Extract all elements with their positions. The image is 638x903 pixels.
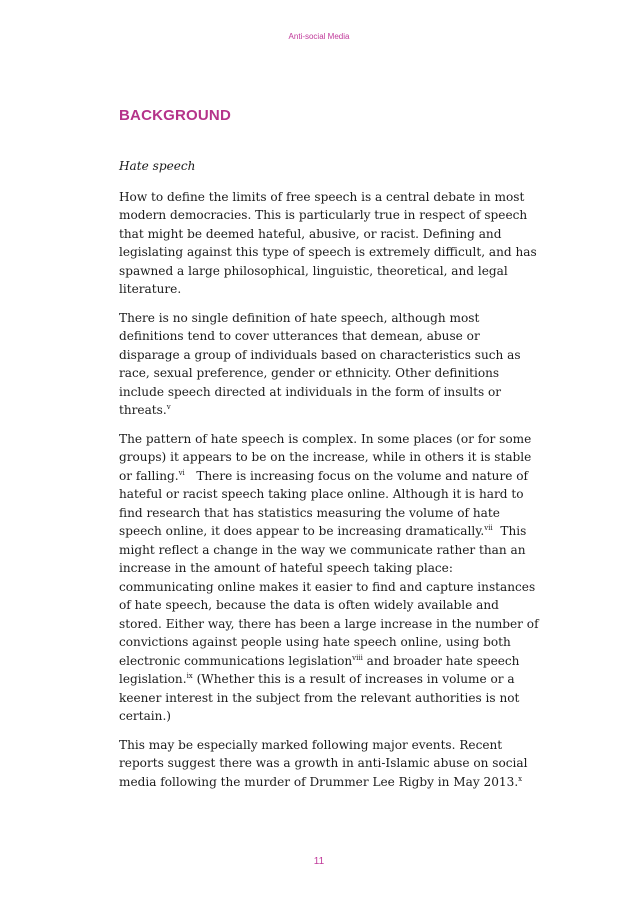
text-line bbox=[119, 467, 529, 486]
text-fragment: electronic communications legislation bbox=[119, 653, 353, 668]
text-line: might reflect a change in the way we communicate rather than an bbox=[119, 542, 526, 557]
text-fragment: There is increasing focus on the volume and nature of bbox=[184, 468, 529, 483]
text-fragment: This bbox=[492, 524, 527, 538]
text-fragment: (Whether this is a result of increases in volume or a bbox=[192, 672, 515, 686]
text-line bbox=[119, 522, 527, 541]
running-header: Anti-social Media bbox=[288, 32, 350, 41]
text-line: include speech directed at individuals in the form of insults or bbox=[119, 384, 502, 399]
text-fragment: legislation. bbox=[119, 672, 187, 686]
text-fragment: and broader hate speech bbox=[362, 653, 520, 668]
text-line: literature. bbox=[119, 282, 182, 296]
text-fragment: speech online, it does appear to be increasing dramatically. bbox=[119, 524, 485, 538]
text-line: communicating online makes it easier to find and capture instances bbox=[119, 579, 536, 594]
text-line: certain.) bbox=[119, 709, 172, 723]
endnote-marker: v bbox=[166, 403, 171, 411]
endnote-marker: vii bbox=[484, 524, 493, 532]
endnote-marker: ix bbox=[186, 672, 193, 680]
text-fragment: threats. bbox=[119, 403, 167, 417]
text-line: keener interest in the subject from the relevant authorities is not bbox=[119, 690, 520, 705]
endnote-marker: x bbox=[518, 774, 523, 783]
text-line: disparage a group of individuals based on characteristics such as bbox=[119, 347, 521, 362]
text-line: There is no single definition of hate speech, although most bbox=[119, 310, 480, 325]
text-line: convictions against people using hate speech online, using both bbox=[119, 635, 511, 649]
text-line: How to define the limits of free speech is a central debate in most bbox=[119, 189, 525, 204]
text-line: The pattern of hate speech is complex. In some places (or for some bbox=[119, 431, 532, 446]
text-fragment: or falling. bbox=[119, 468, 179, 483]
text-line: of hate speech, because the data is often widely available and bbox=[119, 598, 499, 612]
endnote-marker: viii bbox=[352, 653, 363, 662]
text-line: This may be especially marked following major events. Recent bbox=[119, 737, 503, 752]
text-line bbox=[119, 773, 523, 792]
text-line: spawned a large philosophical, linguistic, theoretical, and legal bbox=[119, 263, 508, 278]
body-text bbox=[119, 157, 539, 801]
text-line: hateful or racist speech taking place online. Although it is hard to bbox=[119, 487, 524, 501]
page-number: 11 bbox=[313, 856, 325, 867]
text-line: stored. Either way, there has been a large increase in the number of bbox=[119, 616, 539, 631]
text-line: find research that has statistics measuring the volume of hate bbox=[119, 505, 500, 520]
paragraph-2 bbox=[119, 309, 519, 420]
text-line: that might be deemed hateful, abusive, or racist. Defining and bbox=[119, 226, 502, 241]
text-line: modern democracies. This is particularly true in respect of speech bbox=[119, 208, 528, 222]
endnote-marker: vi bbox=[178, 468, 185, 477]
text-line: increase in the amount of hateful speech taking place: bbox=[119, 561, 453, 575]
text-line bbox=[119, 401, 519, 420]
text-line: definitions tend to cover utterances that demean, abuse or bbox=[119, 329, 480, 343]
section-heading: BACKGROUND bbox=[119, 107, 231, 124]
text-line: race, sexual preference, gender or ethnicity. Other definitions bbox=[119, 366, 500, 380]
text-line: groups) it appears to be on the increase, while in others it is stable bbox=[119, 450, 532, 464]
text-fragment: media following the murder of Drummer Lee Rigby in May 2013. bbox=[119, 774, 519, 789]
subheading-hate-speech: Hate speech bbox=[119, 159, 196, 173]
text-line: legislating against this type of speech is extremely difficult, and has bbox=[119, 245, 537, 259]
paragraph-4 bbox=[119, 736, 528, 792]
text-line: reports suggest there was a growth in anti-Islamic abuse on social bbox=[119, 756, 528, 770]
text-line bbox=[119, 670, 519, 689]
paragraph-3 bbox=[119, 430, 539, 726]
text-line bbox=[119, 652, 519, 671]
paragraph-1 bbox=[119, 188, 537, 299]
